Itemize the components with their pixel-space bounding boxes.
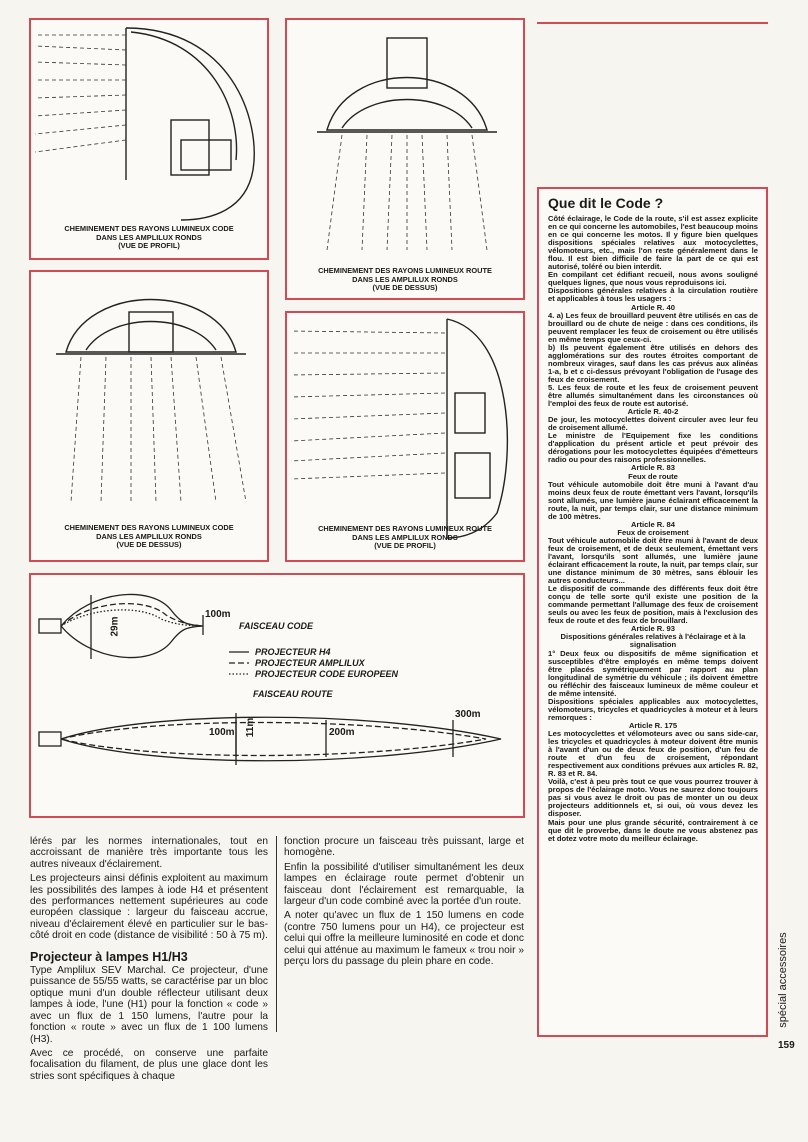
article-column-1 <box>30 836 268 1085</box>
paragraph: 1° Deux feux ou dispositifs de même signification et susceptibles d'être employés en même temps doivent être placés symétriquement par rapport au plan longitudinal de symétrie du véhicule ; ils doivent émettre ou réfléchir des faisceaux lumineux de même couleur et de même intensité. <box>548 648 758 698</box>
route-beam-label: FAISCEAU ROUTE <box>253 689 333 699</box>
paragraph: Les motocyclettes et vélomoteurs avec ou sans side-car, les tricycles et quadricycles à moteur doivent être munis à l'avant d'un ou de deux feux de position, d'un feu de route et d'un feu de croisement, répondant respectivement aux conditions prévues aux articles R. 82, R. 83 et R. 84. <box>548 729 758 779</box>
article-heading: Article R. 83 <box>631 463 675 473</box>
box-title: Que dit le Code ? <box>548 195 664 211</box>
paragraph: Type Amplilux SEV Marchal. Ce projecteur, d'une puissance de 55/55 watts, se caractérise par un bloc optique muni d'un double réflecteur utilisant deux lampes à iode, l'une (H1) pour la fonction « code » avec un flux de 1 150 lumens, l'autre pour la fonction « route » avec un flux de 1 100 lumens (H3). <box>30 965 268 1045</box>
article-column-2 <box>284 836 524 970</box>
route-300-label: 300m <box>455 709 481 720</box>
paragraph: Avec ce procédé, on conserve une parfaite focalisation du filament, de plus une glace dont les stries sont spécifiques à chaque <box>30 1047 268 1082</box>
figure-caption: CHEMINEMENT DES RAYONS LUMINEUX ROUTE DANS LES AMPLILUX RONDS (VUE DE PROFIL) <box>318 524 492 551</box>
figure-code-top <box>29 270 269 562</box>
paragraph: En compilant cet édifiant recueil, nous avons souligné quelques lignes, que nous vous reproduisons ici. <box>548 270 758 288</box>
paragraph: Le ministre de l'Equipement fixe les conditions d'application du présent article et peut prévoir des dérogations pour les motocyclettes équipées d'émetteurs radio ou pour des raisons professionnelles. <box>548 431 758 465</box>
page-number: 159 <box>778 1040 795 1051</box>
headlamp-profile-diagram <box>31 20 267 258</box>
top-rule <box>537 22 768 24</box>
figure-route-top <box>285 18 525 300</box>
section-heading: Projecteur à lampes H1/H3 <box>30 949 188 964</box>
column-divider <box>276 836 277 1032</box>
article-subheading: Feux de croisement <box>617 527 689 537</box>
paragraph: 4. a) Les feux de brouillard peuvent être utilisés en cas de brouillard ou de chute de neige : dans ces conditions, ils peuvent remplacer les feux de croisement ou être utilisés en même temps que ceux-ci. <box>548 310 758 344</box>
paragraph: Dispositions générales relatives à la circulation routière et applicables à tous les usagers : <box>548 286 758 304</box>
paragraph: Les projecteurs ainsi définis exploitent au maximum les possibilités des lampes à iode H4 et présentent des performances nettement supérieures au code européen classique : largeur du faisceau accrue, niveau d'éclairement élevé en particulier sur le bas-côté droit en code (distance de visibilité : 50 à 75 m). <box>30 873 268 942</box>
figure-caption: CHEMINEMENT DES RAYONS LUMINEUX ROUTE DANS LES AMPLILUX RONDS (VUE DE DESSUS) <box>318 266 492 293</box>
figure-code-profile <box>29 18 269 260</box>
section-label <box>776 932 790 1027</box>
paragraph: Tout véhicule automobile doit être muni à l'avant d'au moins deux feux de route émettant vers l'avant, lorsqu'ils sont allumés, une lumière jaune éclairant efficacement la route, la nuit, par temps clair, sur une distance minimum de 100 mètres. <box>548 479 758 521</box>
article-subheading: Dispositions générales relatives à l'éclairage et à la signalisation <box>560 632 746 650</box>
paragraph: De jour, les motocyclettes doivent circuler avec leur feu de croisement allumé. <box>548 415 758 433</box>
headlamp-top-diagram <box>287 20 523 298</box>
paragraph: Enfin la possibilité d'utiliser simultanément les deux lampes en éclairage route permet d'obtenir un faisceau dont l'éclairement est remarquable, la largeur d'un code combiné avec la portée d'un route. <box>284 861 524 908</box>
headlamp-profile-diagram <box>287 313 523 560</box>
figure-caption: CHEMINEMENT DES RAYONS LUMINEUX CODE DANS LES AMPLILUX RONDS (VUE DE PROFIL) <box>64 224 234 251</box>
article-heading: Article R. 40-2 <box>627 407 679 417</box>
legend-euro: PROJECTEUR CODE EUROPEEN <box>255 669 399 679</box>
headlamp-top-diagram <box>31 272 267 560</box>
paragraph: Voilà, c'est à peu près tout ce que vous pourrez trouver à propos de l'éclairage moto. Vous ne saurez donc toujours pas si vous avez le droit ou pas de monter un ou deux projecteurs additionnels et, si oui, où vous devez les disposer. <box>548 777 758 819</box>
paragraph: Tout véhicule automobile doit être muni à l'avant de deux feux de croisement, et de deux seulement, émettant vers l'avant, lorsqu'ils sont allumés, une lumière jaune éclairant efficacement la route, la nuit, par temps clair, sur une distance minimum de 30 mètres, sans éblouir les autres conducteurs... <box>548 535 758 586</box>
section-label-text: spécial accessoires <box>777 931 789 1028</box>
paragraph: Côté éclairage, le Code de la route, s'il est assez explicite en ce qui concerne les automobiles, l'est beaucoup moins en ce qui concerne les motos. Il y figure bien quelques dispositions spéciales relatives aux motocyclettes, vélomoteurs, etc., mais l'on reste généralement dans le flou. Il est bien difficile de faire la part de ce qui est autorisé, toléré ou bien interdit. <box>548 214 758 272</box>
route-width-label: 11m <box>245 717 257 738</box>
figure-caption: CHEMINEMENT DES RAYONS LUMINEUX CODE DANS LES AMPLILUX RONDS (VUE DE DESSUS) <box>64 523 234 550</box>
article-heading: Article R. 175 <box>628 720 678 730</box>
paragraph: fonction procure un faisceau très puissant, large et homogène. <box>284 836 524 859</box>
paragraph: Dispositions spéciales applicables aux motocyclettes, vélomoteurs, tricycles et quadricycles à moteur et à leurs remorques : <box>548 696 758 722</box>
paragraph: A noter qu'avec un flux de 1 150 lumens en code (contre 750 lumens pour un H4), ce projecteur est celui qui offre la meilleure luminosité en code et donc celui qui atténue au maximum le fameux « trou noir » perçu lors du passage du plein phare en code. <box>284 910 524 968</box>
box-body <box>548 215 758 843</box>
article-heading: Article R. 40 <box>631 302 675 312</box>
paragraph: Le dispositif de commande des différents feux doit être conçu de telle sorte qu'il existe une position de la commande permettant l'allumage des feux de croisement seuls ou avec les feux de position, mais à l'exclusion des feux de route et des feux de brouillard. <box>548 584 758 626</box>
paragraph: Mais pour une plus grande sécurité, contrairement à ce que dit le proverbe, dans le doute ne vous abstenez pas et dotez votre moto du meilleur éclairage. <box>548 817 758 843</box>
figure-beam-patterns <box>29 573 525 818</box>
paragraph: 5. Les feux de route et les feux de croisement peuvent être allumés simultanément dans les circonstances où l'emploi des feux de route est autorisé. <box>548 382 758 409</box>
code-beam-label: FAISCEAU CODE <box>239 621 314 631</box>
legend-h4: PROJECTEUR H4 <box>255 647 331 657</box>
article-heading: Article R. 84 <box>631 519 675 529</box>
article-heading: Article R. 93 <box>631 624 675 634</box>
code-length-label: 100m <box>205 609 231 620</box>
route-200-label: 200m <box>329 727 355 738</box>
paragraph: lérés par les normes internationales, tout en accroissant de manière très importante tous les autres niveaux d'éclairement. <box>30 836 268 870</box>
article-subheading: Feux de route <box>628 471 678 481</box>
code-sidebar-box <box>537 187 768 1037</box>
figure-route-profile <box>285 311 525 562</box>
code-width-label: 29m <box>109 616 121 637</box>
route-100-label: 100m <box>209 727 235 738</box>
legend-amplilux: PROJECTEUR AMPLILUX <box>255 658 365 668</box>
paragraph: b) Ils peuvent également être utilisés en dehors des agglomérations sur des routes étroites comportant de nombreux virages, sauf dans les cas prévus aux alinéas 1-a, b et c ci-dessus prévoyant l'obligation de l'usage des feux de croisement. <box>548 342 758 384</box>
